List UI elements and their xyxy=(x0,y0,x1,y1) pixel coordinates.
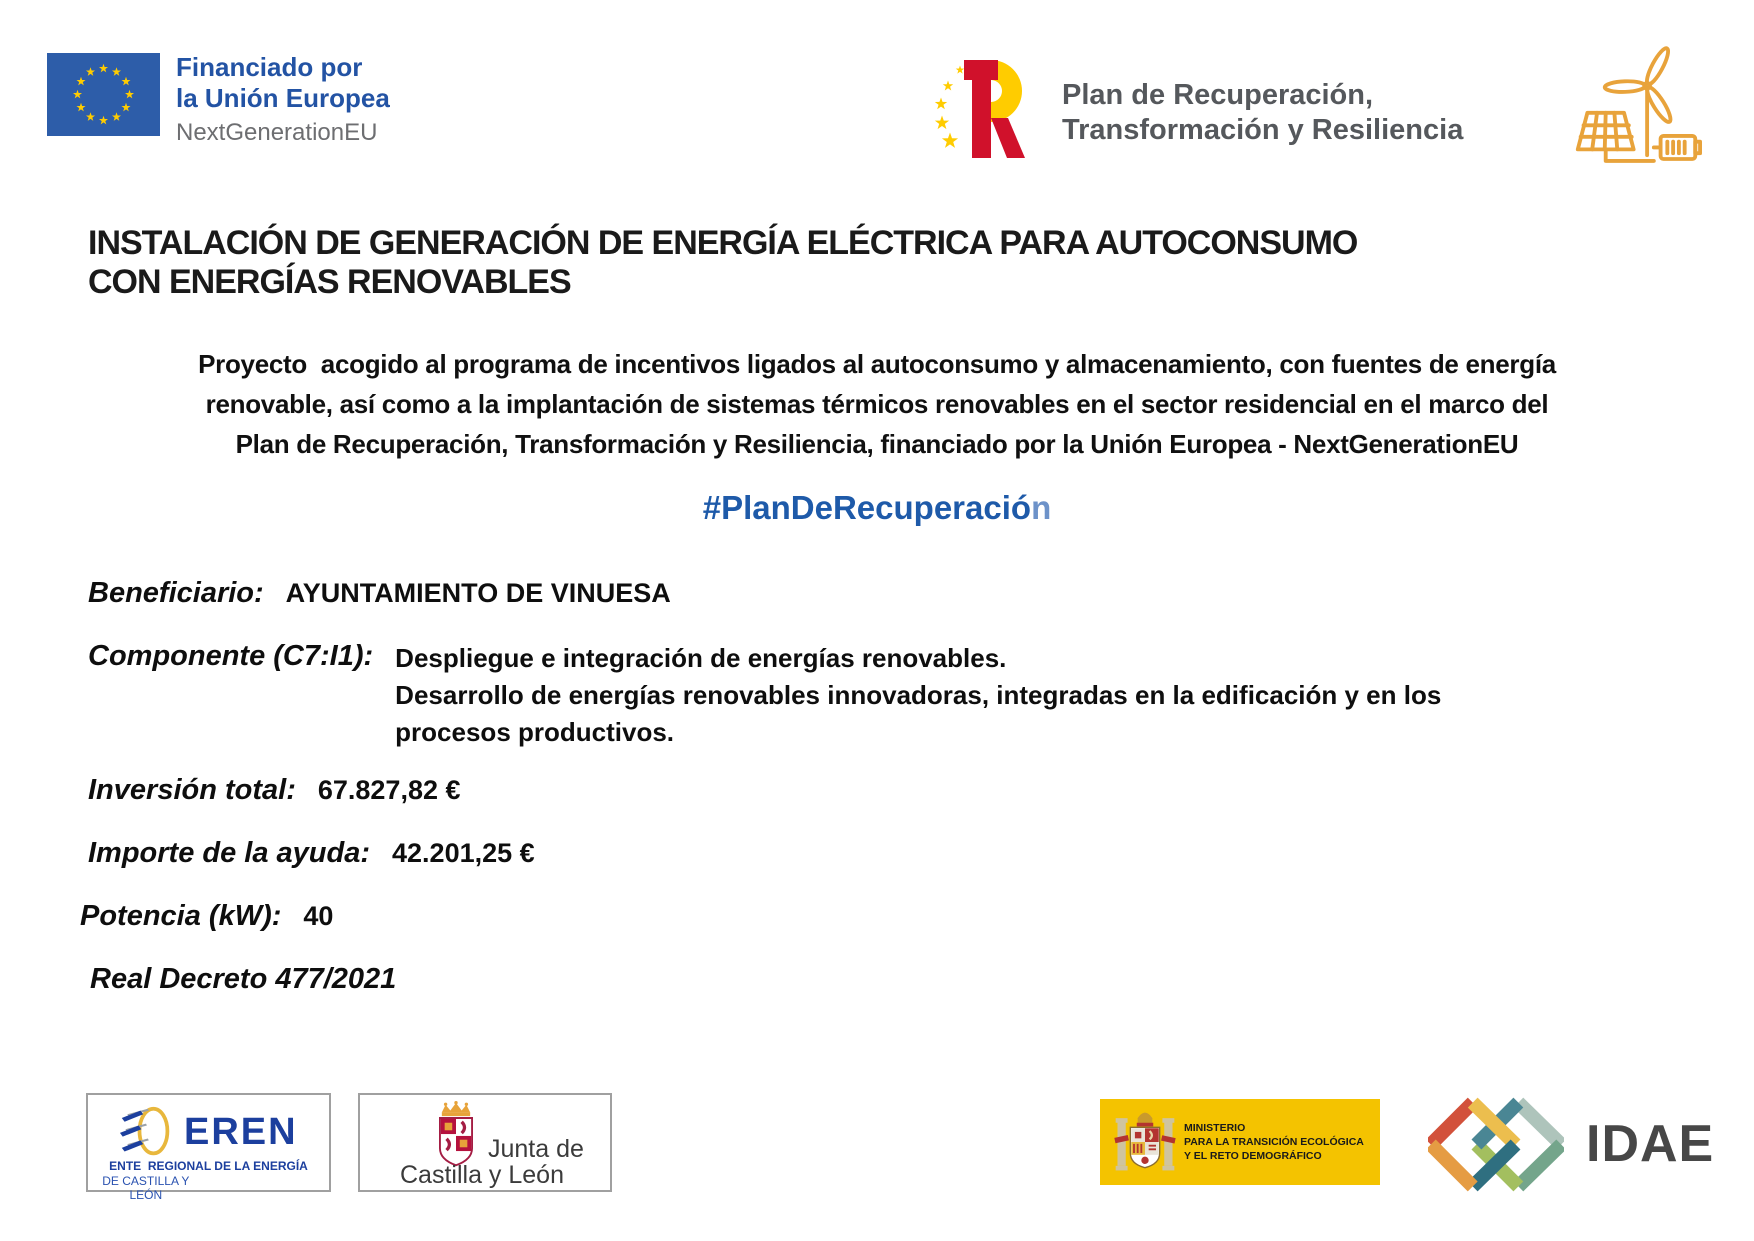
total-investment-label: Inversión total: xyxy=(88,774,296,806)
recovery-plan-hashtag xyxy=(0,489,1754,527)
eu-funding-text xyxy=(176,52,390,148)
hashtag-main: #PlanDeRecuperació xyxy=(702,489,1032,526)
nextgeneration-label: NextGenerationEU xyxy=(176,119,378,146)
component-label: Componente (C7:I1): xyxy=(88,640,374,672)
component-value-line3: procesos productivos. xyxy=(395,717,675,747)
power-label: Potencia (kW): xyxy=(80,900,282,932)
eu-funded-line2: la Unión Europea xyxy=(176,83,390,113)
aid-amount-label: Importe de la ayuda: xyxy=(88,837,371,869)
component-value-line1: Despliegue e integración de energías renovables. xyxy=(395,643,1007,673)
prtr-title-line1: Plan de Recuperación, xyxy=(1062,79,1374,111)
ministerio-name-line3: Y EL RETO DEMOGRÁFICO xyxy=(1184,1150,1322,1162)
idae-logo xyxy=(1428,1094,1728,1194)
total-investment-row xyxy=(88,774,461,807)
idae-mark-icon xyxy=(1428,1096,1564,1193)
eu-flag-icon xyxy=(47,53,160,136)
ministerio-crest-icon xyxy=(1112,1105,1178,1179)
royal-decree-label: Real Decreto 477/2021 xyxy=(90,963,397,995)
eren-logo xyxy=(86,1093,331,1202)
renewables-icon xyxy=(1572,38,1702,176)
eu-funded-line1: Financiado por xyxy=(176,52,363,82)
eren-mark-row xyxy=(116,1105,298,1159)
prtr-title xyxy=(1062,78,1463,148)
prtr-logo xyxy=(928,56,1040,161)
beneficiary-row xyxy=(88,577,671,610)
ministerio-name xyxy=(1184,1121,1364,1163)
project-description xyxy=(52,344,1702,464)
power-value: 40 xyxy=(303,901,334,931)
power-row xyxy=(80,900,333,933)
junta-castilla-leon-logo xyxy=(358,1093,612,1192)
ministerio-logo xyxy=(1100,1099,1380,1185)
aid-amount-row xyxy=(88,837,535,870)
hashtag-tail: n xyxy=(1031,489,1052,526)
total-investment-value: 67.827,82 € xyxy=(317,775,461,805)
eren-acronym: EREN xyxy=(184,1110,298,1153)
junta-name-line2: Castilla y León xyxy=(400,1161,564,1189)
component-row xyxy=(88,640,1441,751)
component-value xyxy=(395,640,1441,751)
eren-logo-inner xyxy=(88,1095,329,1202)
page-title xyxy=(88,224,1357,302)
idae-acronym: IDAE xyxy=(1586,1115,1715,1173)
aid-amount-value: 42.201,25 € xyxy=(392,838,535,868)
component-value-line2: Desarrollo de energías renovables innovadoras, integradas en la edificación y en los xyxy=(395,680,1442,710)
description-line3: Plan de Recuperación, Transformación y Resiliencia, financiado por la Unión Europea - NextGenerationEU xyxy=(235,429,1519,459)
page-title-line1: INSTALACIÓN DE GENERACIÓN DE ENERGÍA ELÉCTRICA PARA AUTOCONSUMO xyxy=(88,224,1358,262)
ministerio-name-line2: PARA LA TRANSICIÓN ECOLÓGICA xyxy=(1184,1136,1364,1148)
description-line2: renovable, así como a la implantación de sistemas térmicos renovables en el sector residencial en el marco del xyxy=(205,389,1549,419)
beneficiary-label: Beneficiario: xyxy=(88,577,264,609)
royal-decree-row xyxy=(90,963,396,996)
beneficiary-value: AYUNTAMIENTO DE VINUESA xyxy=(285,578,671,608)
ministerio-name-line1: MINISTERIO xyxy=(1184,1122,1246,1134)
junta-name-line1: Junta de xyxy=(488,1135,584,1163)
prtr-title-line2: Transformación y Resiliencia xyxy=(1062,114,1464,146)
description-line1: Proyecto acogido al programa de incentivos ligados al autoconsumo y almacenamiento, con fuentes de energía xyxy=(198,349,1556,379)
page-title-line2: CON ENERGÍAS RENOVABLES xyxy=(88,263,571,301)
eren-subtitle-line1: ENTE REGIONAL DE LA ENERGÍA xyxy=(109,1159,308,1173)
eren-subtitle-line2: DE CASTILLA Y LEÓN xyxy=(102,1174,190,1202)
eren-mark-icon xyxy=(116,1105,176,1159)
junta-crest-icon xyxy=(432,1101,480,1169)
